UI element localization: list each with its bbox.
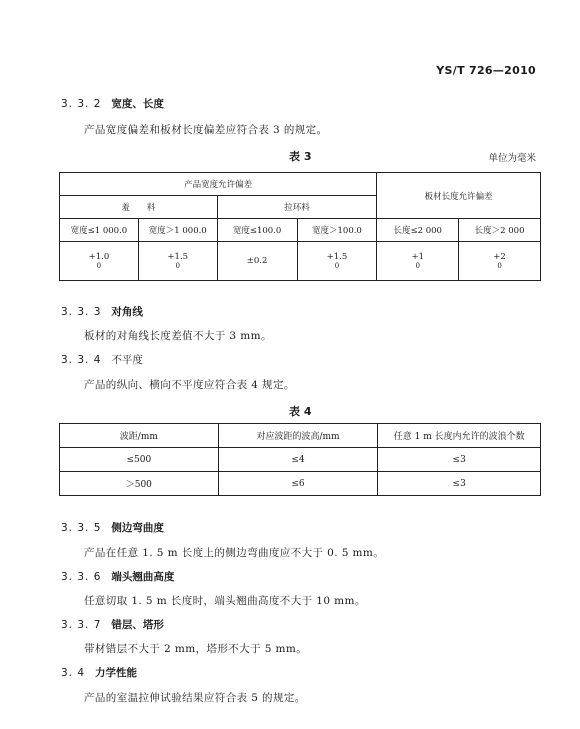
tolerance-cell bbox=[60, 242, 139, 281]
lower-deviation: 0 bbox=[175, 262, 180, 270]
table-cell: ＞500 bbox=[60, 472, 219, 496]
col-header: 宽度≤1 000.0 bbox=[60, 219, 139, 242]
section-heading-3-3-2 bbox=[61, 96, 164, 111]
section-title: 对角线 bbox=[111, 306, 143, 318]
section-title: 侧边弯曲度 bbox=[111, 522, 164, 534]
paragraph-3-3-4: 产品的纵向、横向不平度应符合表 4 规定。 bbox=[84, 379, 295, 391]
header-length-tolerance: 板材长度允许偏差 bbox=[377, 173, 541, 219]
section-title: 宽度、长度 bbox=[111, 98, 164, 110]
tolerance-cell bbox=[459, 242, 541, 281]
col-header: 任意 1 m 长度内允许的波浪个数 bbox=[378, 424, 541, 448]
table-3 bbox=[59, 172, 541, 281]
section-heading-3-3-4 bbox=[61, 352, 143, 367]
standard-number: YS/T 726—2010 bbox=[436, 64, 536, 77]
table-cell: ≤4 bbox=[218, 448, 378, 472]
header-trim-stock: 羞 料 bbox=[60, 196, 218, 219]
col-header: 波距/mm bbox=[60, 424, 219, 448]
section-number: 3. 3. 6 bbox=[61, 571, 102, 583]
lower-deviation: 0 bbox=[334, 262, 340, 270]
upper-deviation: +1.5 bbox=[167, 252, 189, 262]
upper-deviation: +1.0 bbox=[88, 252, 110, 262]
table-4-caption: 表 4 bbox=[289, 405, 312, 418]
header-pull-ring-stock: 拉环料 bbox=[217, 196, 377, 219]
paragraph-3-3-7: 带材错层不大于 2 mm，塔形不大于 5 mm。 bbox=[84, 643, 308, 655]
section-number: 3. 4 bbox=[61, 667, 86, 679]
paragraph-3-3-6: 任意切取 1. 5 m 长度时，端头翘曲高度不大于 10 mm。 bbox=[84, 595, 366, 607]
table-row bbox=[60, 472, 541, 496]
table-3-unit: 单位为毫米 bbox=[488, 153, 536, 164]
section-number: 3. 3. 3 bbox=[61, 306, 102, 318]
table-row bbox=[60, 448, 541, 472]
section-number: 3. 3. 4 bbox=[61, 354, 102, 366]
lower-deviation: 0 bbox=[415, 262, 420, 270]
tolerance-cell bbox=[377, 242, 459, 281]
section-number: 3. 3. 5 bbox=[61, 522, 102, 534]
section-heading-3-3-7 bbox=[61, 617, 164, 632]
section-number: 3. 3. 7 bbox=[61, 619, 102, 631]
paragraph-3-3-2: 产品宽度偏差和板材长度偏差应符合表 3 的规定。 bbox=[84, 124, 328, 136]
section-heading-3-3-6 bbox=[61, 569, 174, 584]
col-header: 宽度＞1 000.0 bbox=[138, 219, 217, 242]
table-cell: ≤3 bbox=[378, 448, 541, 472]
section-number: 3. 3. 2 bbox=[61, 98, 102, 110]
lower-deviation: 0 bbox=[497, 262, 502, 270]
col-header: 宽度≤100.0 bbox=[217, 219, 297, 242]
col-header: 长度＞2 000 bbox=[459, 219, 541, 242]
section-title: 错层、塔形 bbox=[111, 619, 164, 631]
paragraph-3-4: 产品的室温拉伸试验结果应符合表 5 的规定。 bbox=[84, 692, 306, 704]
section-heading-3-4 bbox=[61, 665, 137, 680]
header-width-tolerance: 产品宽度允许偏差 bbox=[60, 173, 377, 196]
tolerance-cell bbox=[297, 242, 377, 281]
symmetric-deviation: ±0.2 bbox=[246, 256, 268, 266]
lower-deviation: 0 bbox=[96, 262, 102, 270]
table-4 bbox=[59, 423, 541, 496]
table-cell: ≤6 bbox=[218, 472, 378, 496]
table-cell: ≤3 bbox=[378, 472, 541, 496]
upper-deviation: +2 bbox=[493, 252, 506, 262]
section-heading-3-3-5 bbox=[61, 520, 164, 535]
section-title: 端头翘曲高度 bbox=[111, 571, 175, 583]
col-header: 长度≤2 000 bbox=[377, 219, 459, 242]
table-cell: ≤500 bbox=[60, 448, 219, 472]
tolerance-cell bbox=[138, 242, 217, 281]
upper-deviation: +1.5 bbox=[326, 252, 348, 262]
paragraph-3-3-3: 板材的对角线长度差值不大于 3 mm。 bbox=[84, 330, 272, 342]
section-heading-3-3-3 bbox=[61, 304, 143, 319]
tolerance-cell bbox=[217, 242, 297, 281]
col-header: 对应波距的波高/mm bbox=[218, 424, 378, 448]
section-title: 力学性能 bbox=[95, 667, 138, 679]
upper-deviation: +1 bbox=[411, 252, 424, 262]
paragraph-3-3-5: 产品在任意 1. 5 m 长度上的侧边弯曲度应不大于 0. 5 mm。 bbox=[84, 547, 385, 559]
section-title: 不平度 bbox=[111, 354, 143, 366]
col-header: 宽度＞100.0 bbox=[297, 219, 377, 242]
table-3-caption: 表 3 bbox=[289, 150, 312, 163]
